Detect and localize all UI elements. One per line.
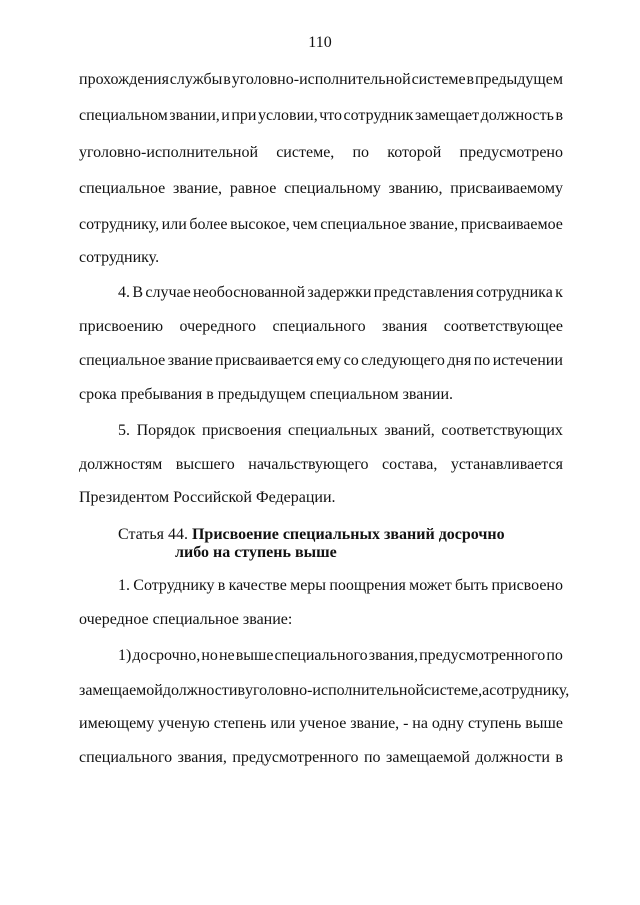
word: прохождения xyxy=(79,71,169,88)
word: поощрения xyxy=(329,577,406,594)
word: В xyxy=(132,284,144,301)
word: состава, xyxy=(381,456,438,473)
word: звания, xyxy=(368,647,418,664)
text-line xyxy=(79,143,563,163)
word: досрочно, xyxy=(132,647,201,664)
word: звании, xyxy=(169,107,220,124)
text-line: сотруднику. xyxy=(79,249,160,266)
word: должности xyxy=(475,749,550,766)
word: специальное xyxy=(79,180,166,197)
text-line xyxy=(79,351,563,371)
word: качестве xyxy=(228,577,287,594)
word: специальное xyxy=(79,352,166,369)
word: специального xyxy=(274,647,368,664)
word: должность xyxy=(480,107,554,124)
word: высшего xyxy=(175,456,235,473)
word: предусмотрено xyxy=(459,144,563,161)
word: в xyxy=(217,577,226,594)
article-title: Присвоение специальных званий досрочно xyxy=(191,526,505,543)
word: одну xyxy=(431,715,465,732)
text-line xyxy=(118,646,563,666)
word: по xyxy=(363,749,381,766)
word: сотруднику, xyxy=(79,216,160,233)
word: ученую xyxy=(158,715,210,732)
word: системе, xyxy=(276,144,335,161)
word: а xyxy=(482,682,490,699)
word: условии, xyxy=(257,107,318,124)
word: присваиваемое xyxy=(460,216,563,233)
word: равное xyxy=(229,180,277,197)
text-line xyxy=(79,681,570,701)
word: начальствующего xyxy=(248,456,369,473)
text-line: очередное специальное звание: xyxy=(79,611,293,628)
word: уголовно-исполнительной xyxy=(231,71,411,88)
word: предусмотренного xyxy=(232,749,359,766)
word: звание, xyxy=(350,715,400,732)
word: ему xyxy=(315,352,342,369)
word: выше xyxy=(525,715,563,732)
word: предыдущем xyxy=(474,71,563,88)
text-line xyxy=(79,748,563,768)
word: дня xyxy=(447,352,472,369)
text-line xyxy=(79,70,563,90)
word: сотруднику, xyxy=(489,682,570,699)
text-line xyxy=(79,455,563,475)
text-line xyxy=(118,576,563,596)
word: 1. xyxy=(118,577,130,594)
word: должностям xyxy=(79,456,163,473)
word: должности xyxy=(162,682,238,699)
word: очередного xyxy=(179,318,256,335)
word: представления xyxy=(373,284,474,301)
word: в xyxy=(466,71,475,88)
word: по xyxy=(352,144,370,161)
word: более xyxy=(189,216,228,233)
word: устанавливается xyxy=(450,456,563,473)
word: специального xyxy=(272,318,366,335)
word: на xyxy=(412,715,428,732)
word: присваиваемому xyxy=(450,180,563,197)
word: к xyxy=(555,284,563,301)
word: звание, xyxy=(173,180,223,197)
word: что xyxy=(319,107,343,124)
word: службы xyxy=(169,71,223,88)
word: ученое xyxy=(299,715,347,732)
text-line: срока пребывания в предыдущем специальном звании. xyxy=(79,386,454,403)
text-line xyxy=(79,317,563,337)
word: чем xyxy=(292,216,318,233)
word: специальное xyxy=(320,216,407,233)
article-heading xyxy=(118,525,505,545)
word: соответствующее xyxy=(443,318,563,335)
word: специальном xyxy=(79,107,168,124)
word: истечении xyxy=(492,352,563,369)
word: со xyxy=(343,352,359,369)
word: быть xyxy=(455,577,489,594)
word: ступень xyxy=(467,715,522,732)
word: системе xyxy=(411,71,466,88)
word: в xyxy=(555,749,563,766)
word: которой xyxy=(387,144,442,161)
word: звание, xyxy=(409,216,459,233)
word: случае xyxy=(145,284,191,301)
word: но xyxy=(201,647,218,664)
word: имеющему xyxy=(79,715,155,732)
word: присвоения xyxy=(201,422,282,439)
word: присвоено xyxy=(491,577,563,594)
word: в xyxy=(237,682,246,699)
word: следующего xyxy=(361,352,445,369)
word: сотрудник xyxy=(343,107,414,124)
word: в xyxy=(223,71,231,88)
word: и xyxy=(221,107,230,124)
word: - xyxy=(403,715,409,732)
word: званию, xyxy=(388,180,443,197)
text-line xyxy=(79,179,563,199)
word: задержки xyxy=(307,284,372,301)
word: по xyxy=(473,352,491,369)
word: высокое, xyxy=(230,216,290,233)
text-line xyxy=(79,106,563,126)
word: 5. xyxy=(118,422,130,439)
word: в xyxy=(555,107,563,124)
word: звания xyxy=(382,318,428,335)
word: предусмотренного xyxy=(419,647,546,664)
text-line xyxy=(118,283,563,303)
word: не xyxy=(218,647,235,664)
word: Порядок xyxy=(136,422,196,439)
word: по xyxy=(546,647,563,664)
word: степень xyxy=(213,715,267,732)
word: при xyxy=(231,107,257,124)
word: системе, xyxy=(424,682,483,699)
word: необоснованной xyxy=(193,284,306,301)
page-number: 110 xyxy=(308,34,332,51)
word: уголовно-исполнительной xyxy=(79,144,259,161)
word: или xyxy=(270,715,296,732)
word: соответствующих xyxy=(441,422,563,439)
word: специального xyxy=(79,749,173,766)
word: специальных xyxy=(288,422,378,439)
word: 1) xyxy=(118,647,132,664)
word: замещаемой xyxy=(386,749,470,766)
word: уголовно-исполнительной xyxy=(245,682,425,699)
word: 4. xyxy=(118,284,130,301)
word: может xyxy=(409,577,452,594)
word: специальному xyxy=(284,180,381,197)
text-line: Президентом Российской Федерации. xyxy=(79,489,336,506)
article-title-continuation: либо на ступень выше xyxy=(175,544,337,561)
word: замещаемой xyxy=(79,682,163,699)
word: замещает xyxy=(414,107,480,124)
text-line xyxy=(79,714,563,734)
word: званий, xyxy=(384,422,435,439)
word: сотрудника xyxy=(476,284,553,301)
word: присваивается xyxy=(215,352,314,369)
text-line xyxy=(79,215,563,235)
article-prefix: Статья 44. xyxy=(118,526,192,543)
word: или xyxy=(161,216,187,233)
word: выше xyxy=(235,647,274,664)
word: звания, xyxy=(177,749,227,766)
text-line xyxy=(118,421,563,441)
word: звание xyxy=(167,352,213,369)
word: Сотруднику xyxy=(133,577,215,594)
word: меры xyxy=(290,577,327,594)
word: присвоению xyxy=(79,318,164,335)
